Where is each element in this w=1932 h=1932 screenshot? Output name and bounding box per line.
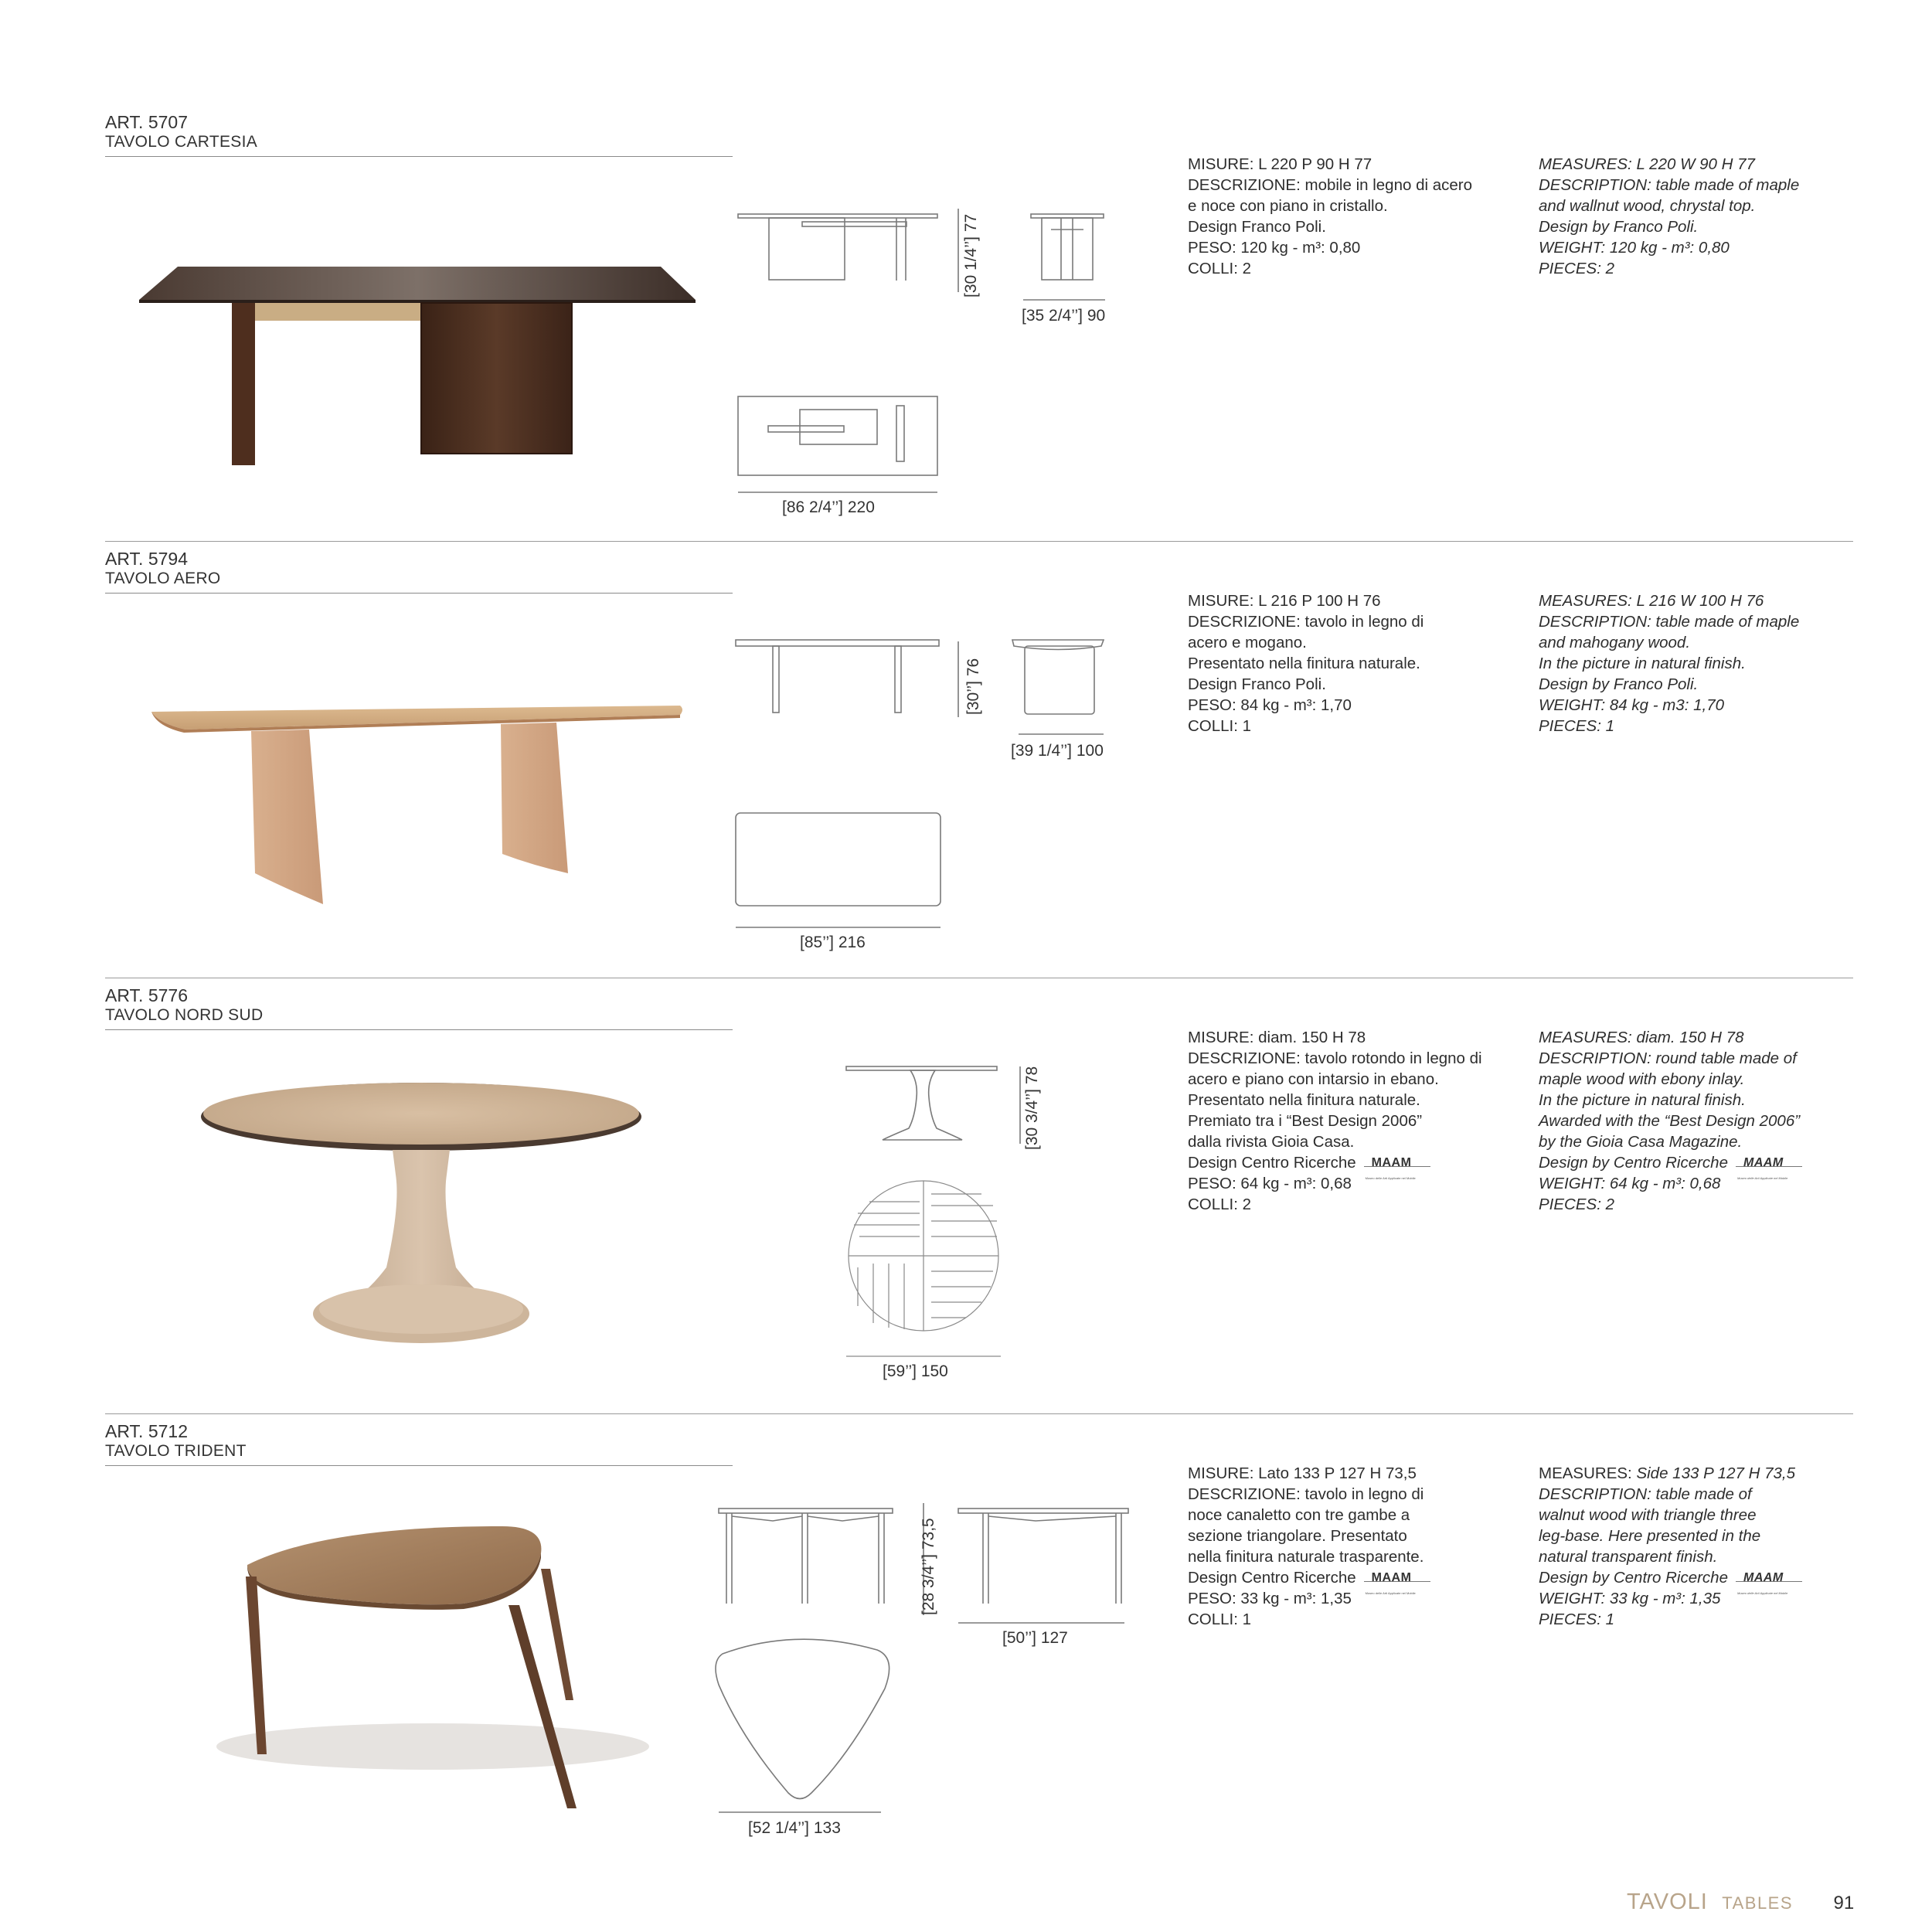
description-en: MEASURES: L 220 W 90 H 77 DESCRIPTION: table made of maple and wallnut wood, chrystal top. Design by Franco Poli. WEIGHT: 120 kg - m³: 0,80 PIECES: 2	[1539, 155, 1800, 277]
maam-logo: MAAM Museo delle Arti Applicate nel Mobile	[1736, 1570, 1802, 1588]
dim-height: [28 3/4’’] 73,5	[920, 1518, 937, 1615]
footer-section: TAVOLI	[1627, 1889, 1708, 1914]
art-number: ART. 5794	[105, 549, 188, 569]
maam-logo: MAAM Museo delle Arti Applicate nel Mobile	[1364, 1570, 1430, 1588]
product-name: TAVOLO TRIDENT	[105, 1442, 247, 1460]
dim-depth: [35 2/4’’] 90	[1022, 307, 1106, 325]
description-en: MEASURES: L 216 W 100 H 76 DESCRIPTION: table made of maple and mahogany wood. In the picture in natural finish. Design by Franco Poli. WEIGHT: 84 kg - m3: 1,70 PIECES: 1	[1539, 592, 1800, 735]
maam-logo: MAAM Museo delle Arti Applicate nel Mobile	[1364, 1155, 1430, 1173]
page-footer	[1627, 1889, 1854, 1915]
dim-length: [86 2/4’’] 220	[782, 498, 875, 516]
footer-section-en: TABLES	[1722, 1893, 1794, 1913]
description-en: MEASURES: diam. 150 H 78 DESCRIPTION: round table made of maple wood with ebony inlay. In the picture in natural finish. Awarded with the “Best Design 2006” by the Gioia Casa Magazine. Design by Centro Ricerche MAAM Museo delle Arti Applicate nel Mobile WEIGHT: 64 kg - m³: 0,68 PIECES: 2	[1539, 1027, 1802, 1215]
page-number: 91	[1833, 1893, 1855, 1913]
maam-logo: MAAM Museo delle Arti Applicate nel Mobile	[1736, 1155, 1802, 1173]
product-name: TAVOLO AERO	[105, 570, 221, 587]
description-it: MISURE: L 216 P 100 H 76 DESCRIZIONE: tavolo in legno di acero e mogano. Presentato nella finitura naturale. Design Franco Poli. PESO: 84 kg - m³: 1,70 COLLI: 1	[1188, 592, 1424, 735]
dim-height: [30 1/4’’] 77	[962, 213, 980, 298]
product-name: TAVOLO CARTESIA	[105, 133, 258, 151]
description-en: MEASURES: Side 133 P 127 H 73,5 DESCRIPTION: table made of walnut wood with triangle three leg-base. Here presented in the natural transparent finish. Design by Centro Ricerche MAAM Museo delle Arti Applicate nel Mobile WEIGHT: 33 kg - m³: 1,35 PIECES: 1	[1539, 1463, 1802, 1630]
dim-diameter: [59’’] 150	[883, 1362, 948, 1380]
description-it: MISURE: Lato 133 P 127 H 73,5 DESCRIZIONE: tavolo in legno di noce canaletto con tre gambe a sezione triangolare. Presentato nella finitura naturale trasparente. Design Centro Ricerche MAAM Museo delle Arti Applicate nel Mobile PESO: 33 kg - m³: 1,35 COLLI: 1	[1188, 1463, 1430, 1630]
dim-depth: [39 1/4’’] 100	[1011, 742, 1104, 760]
art-number: ART. 5712	[105, 1421, 188, 1441]
description-it: MISURE: diam. 150 H 78 DESCRIZIONE: tavolo rotondo in legno di acero e piano con intarsio in ebano. Presentato nella finitura naturale. Premiato tra i “Best Design 2006” dalla rivista Gioia Casa. Design Centro Ricerche MAAM Museo delle Arti Applicate nel Mobile PESO: 64 kg - m³: 0,68 COLLI: 2	[1188, 1029, 1482, 1213]
dim-length: [85’’] 216	[800, 934, 866, 951]
art-number: ART. 5707	[105, 112, 188, 132]
product-name: TAVOLO NORD SUD	[105, 1006, 264, 1024]
description-it: MISURE: L 220 P 90 H 77 DESCRIZIONE: mobile in legno di acero e noce con piano in cristallo. Design Franco Poli. PESO: 120 kg - m³: 0,80 COLLI: 2	[1188, 155, 1473, 277]
dim-depth: [50’’] 127	[1002, 1629, 1068, 1647]
dim-height: [30’’] 76	[964, 658, 982, 715]
dim-height: [30 3/4’’] 78	[1023, 1066, 1041, 1150]
art-number: ART. 5776	[105, 985, 188, 1005]
dim-side: [52 1/4’’] 133	[748, 1819, 841, 1837]
